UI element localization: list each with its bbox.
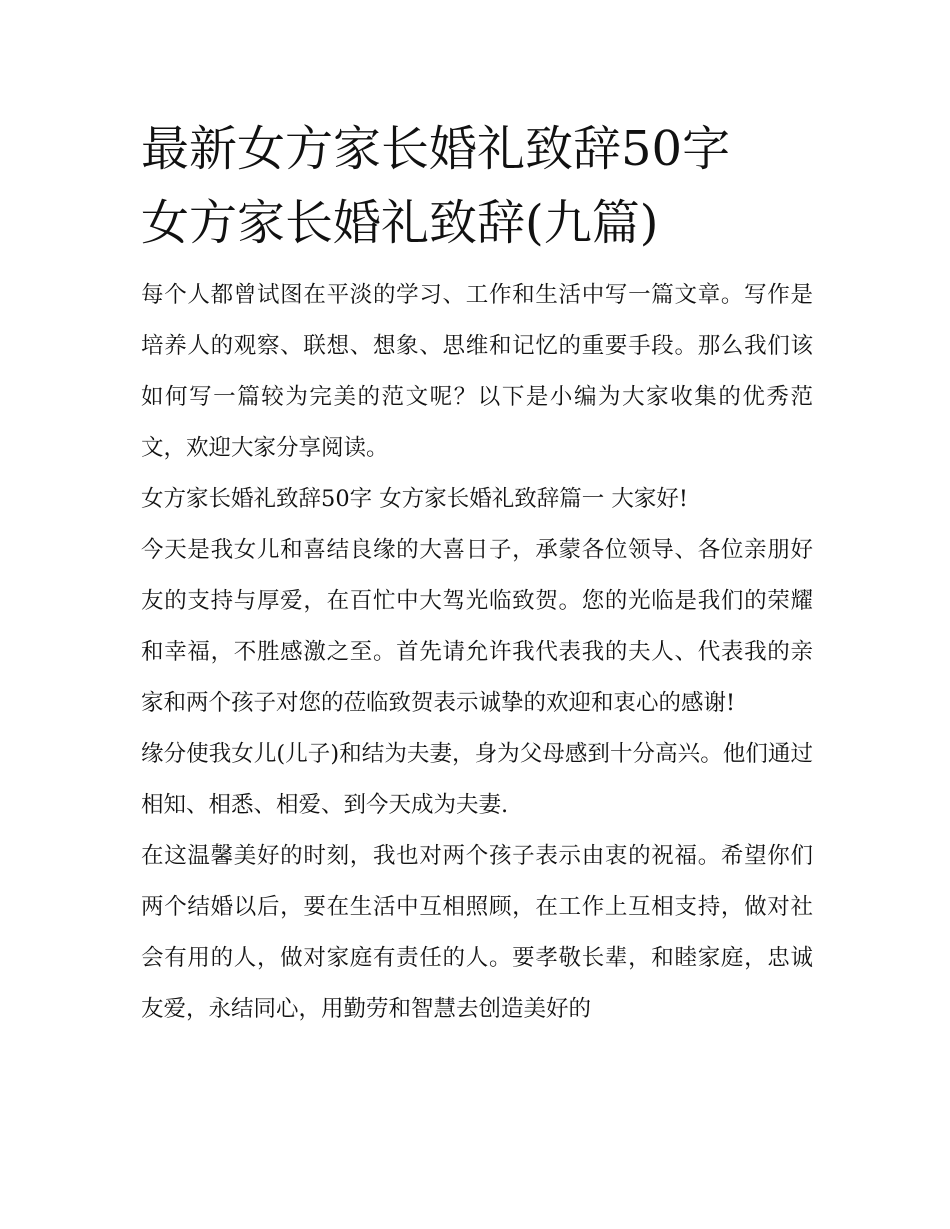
body-paragraph: 今天是我女儿和喜结良缘的大喜日子，承蒙各位领导、各位亲朋好友的支持与厚爱，在百忙中大驾光临致贺。您的光临是我们的荣耀和幸福，不胜感激之至。首先请允许我代表我的夫人、代表我的亲家和两个孩子对您的莅临致贺表示诚挚的欢迎和衷心的感谢! (141, 537, 813, 716)
body-paragraph: 在这温馨美好的时刻，我也对两个孩子表示由衷的祝福。希望你们两个结婚以后，要在生活中互相照顾，在工作上互相支持，做对社会有用的人，做对家庭有责任的人。要孝敬长辈，和睦家庭，忠诚友爱，永结同心，用勤劳和智慧去创造美好的 (141, 843, 813, 1022)
title-line-1: 最新女方家长婚礼致辞50字 (141, 121, 731, 177)
body-paragraph: 缘分使我女儿(儿子)和结为夫妻，身为父母感到十分高兴。他们通过相知、相悉、相爱、到今天成为夫妻. (141, 741, 813, 818)
document-title (141, 112, 813, 260)
intro-paragraph: 每个人都曾试图在平淡的学习、工作和生活中写一篇文章。写作是培养人的观察、联想、想象、思维和记忆的重要手段。那么我们该如何写一篇较为完美的范文呢？以下是小编为大家收集的优秀范文，欢迎大家分享阅读。 (141, 282, 813, 461)
title-line-2: 女方家长婚礼致辞(九篇) (141, 195, 659, 251)
section-heading: 女方家长婚礼致辞50字 女方家长婚礼致辞篇一 大家好! (141, 486, 688, 512)
document-body (141, 112, 813, 1035)
